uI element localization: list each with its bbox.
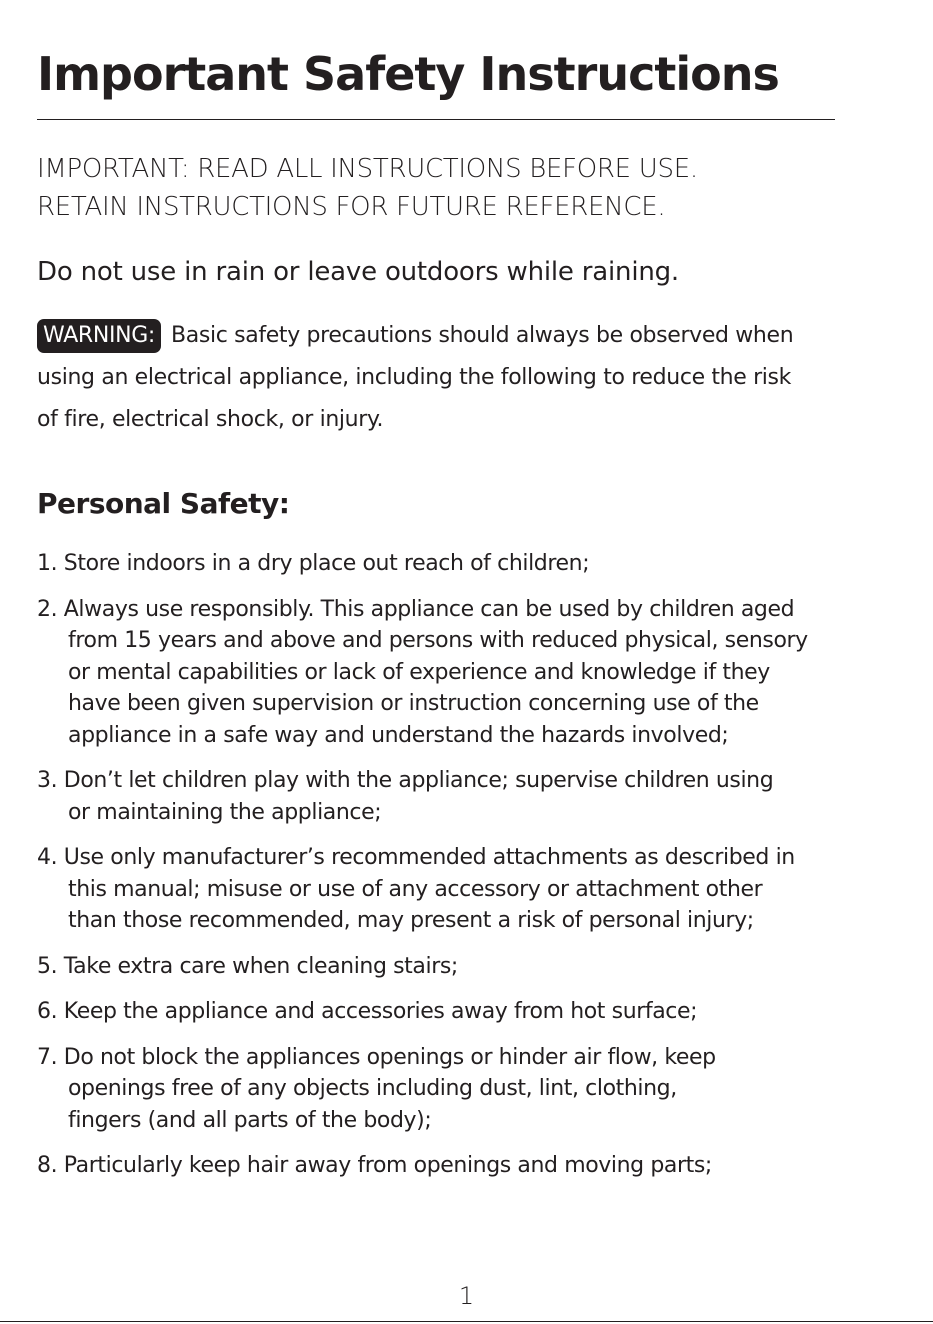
list-item: 1. Store indoors in a dry place out reach of children;: [37, 551, 590, 576]
list-item: 2. Always use responsibly. This appliance can be used by children aged from 15 years and above and persons with reduced physical, sensory or mental capabilities or lack of experience and knowledge if they have been given supervision or instruction concerning use of the appliance in a safe way and understand the hazards involved;: [37, 596, 808, 748]
important-line: RETAIN INSTRUCTIONS FOR FUTURE REFERENCE.: [37, 192, 666, 222]
warning-line: of fire, electrical shock, or injury.: [37, 407, 384, 432]
warning-badge: WARNING:: [37, 319, 161, 353]
warning-line: [37, 315, 907, 357]
important-line: IMPORTANT: READ ALL INSTRUCTIONS BEFORE USE.: [37, 154, 698, 184]
list-item: 6. Keep the appliance and accessories away from hot surface;: [37, 999, 698, 1024]
rain-notice: Do not use in rain or leave outdoors while raining.: [37, 257, 679, 287]
list-item: 5. Take extra care when cleaning stairs;: [37, 953, 458, 979]
list-item: 4. Use only manufacturer’s recommended attachments as described in this manual; misuse or use of any accessory or attachment other than those recommended, may present a risk of personal injury;: [37, 845, 795, 933]
warning-paragraph: [37, 315, 907, 441]
page-number: 1: [458, 1282, 475, 1310]
bottom-rule: [0, 1321, 933, 1322]
list-item: 8. Particularly keep hair away from openings and moving parts;: [37, 1153, 712, 1178]
personal-safety-list: [37, 548, 907, 1196]
warning-text: Basic safety precautions should always be observed when: [170, 323, 794, 348]
page-title: Important Safety Instructions: [37, 47, 779, 101]
title-underline: [37, 119, 835, 120]
warning-line: using an electrical appliance, including the following to reduce the risk: [37, 365, 792, 390]
list-item: 7. Do not block the appliances openings or hinder air flow, keep openings free of any objects including dust, lint, clothing, fingers (and all parts of the body);: [37, 1044, 716, 1133]
important-notice: [37, 150, 698, 226]
list-item: 3. Don’t let children play with the appliance; supervise children using or maintaining the appliance;: [37, 768, 774, 825]
section-heading-personal-safety: Personal Safety:: [37, 487, 290, 520]
